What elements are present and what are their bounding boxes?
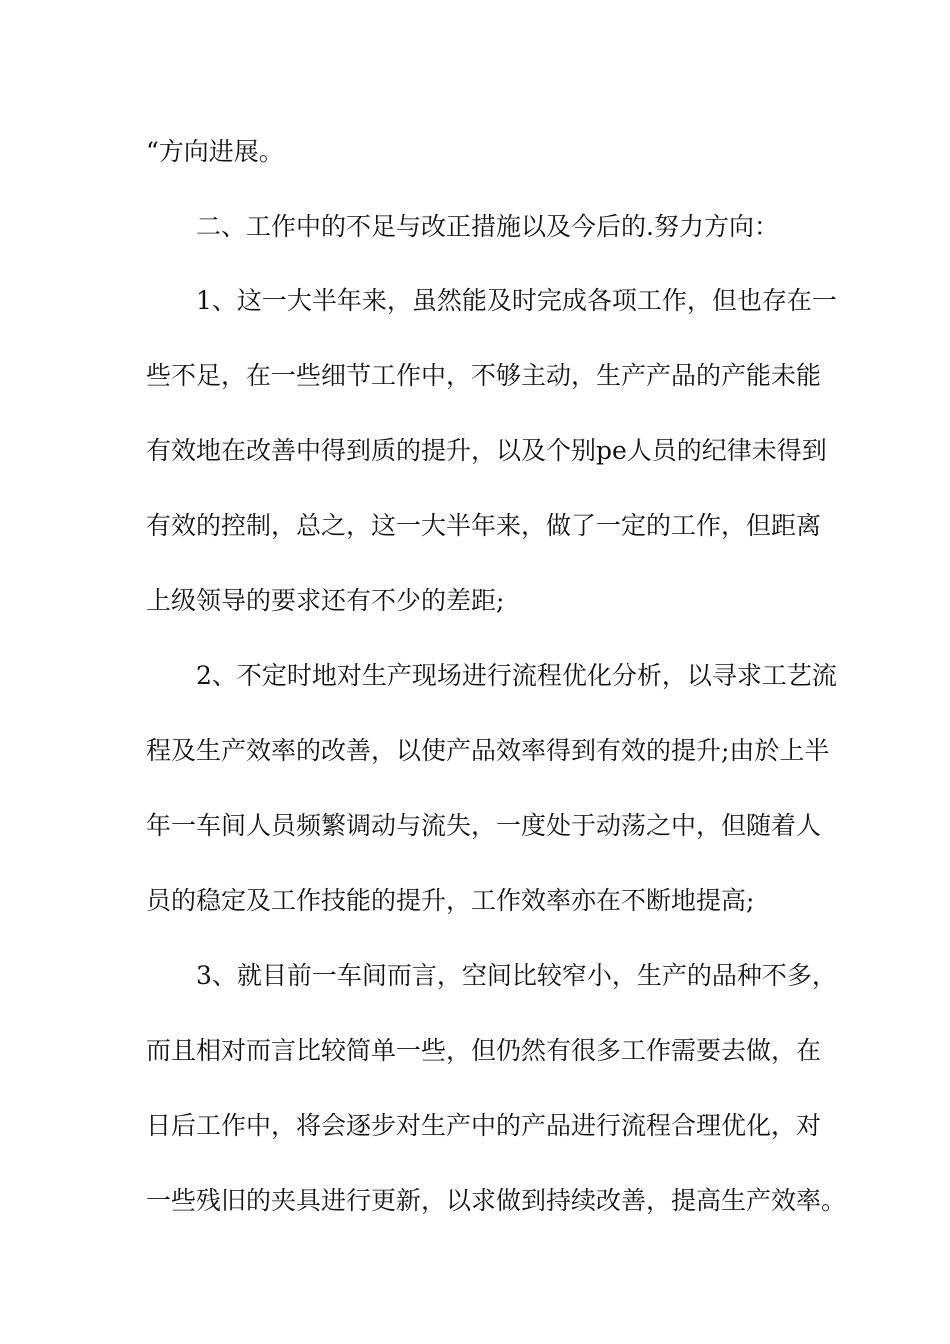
section-heading: 二、工作中的不足与改正措施以及今后的.努力方向： [196, 212, 779, 241]
text-line: “方向进展。 [146, 137, 284, 166]
text-line: 有效的控制，总之，这一大半年来，做了一定的工作，但距离 [146, 511, 822, 540]
text-line: 程及生产效率的改善，以使产品效率得到有效的提升;由於上半 [146, 736, 830, 765]
text-line: 些不足，在一些细节工作中，不够主动，生产产品的产能未能 [146, 361, 822, 390]
text-line: 而且相对而言比较简单一些，但仍然有很多工作需要去做，在 [146, 1036, 822, 1065]
text-line: 员的稳定及工作技能的提升，工作效率亦在不断地提高; [146, 886, 755, 915]
text-line: 2、不定时地对生产现场进行流程优化分析，以寻求工艺流 [196, 661, 837, 690]
text-line: 3、就目前一车间而言，空间比较窄小，生产的品种不多， [196, 961, 837, 990]
text-line: 有效地在改善中得到质的提升，以及个别pe人员的纪律未得到 [146, 436, 827, 465]
text-line: 上级领导的要求还有不少的差距; [146, 586, 505, 615]
text-line: 一些残旧的夹具进行更新，以求做到持续改善，提高生产效率。 [146, 1186, 847, 1215]
text-line: 1、这一大半年来，虽然能及时完成各项工作，但也存在一 [196, 286, 837, 315]
text-line: 日后工作中，将会逐步对生产中的产品进行流程合理优化，对 [146, 1111, 822, 1140]
text-line: 年一车间人员频繁调动与流失，一度处于动荡之中，但随着人 [146, 811, 822, 840]
